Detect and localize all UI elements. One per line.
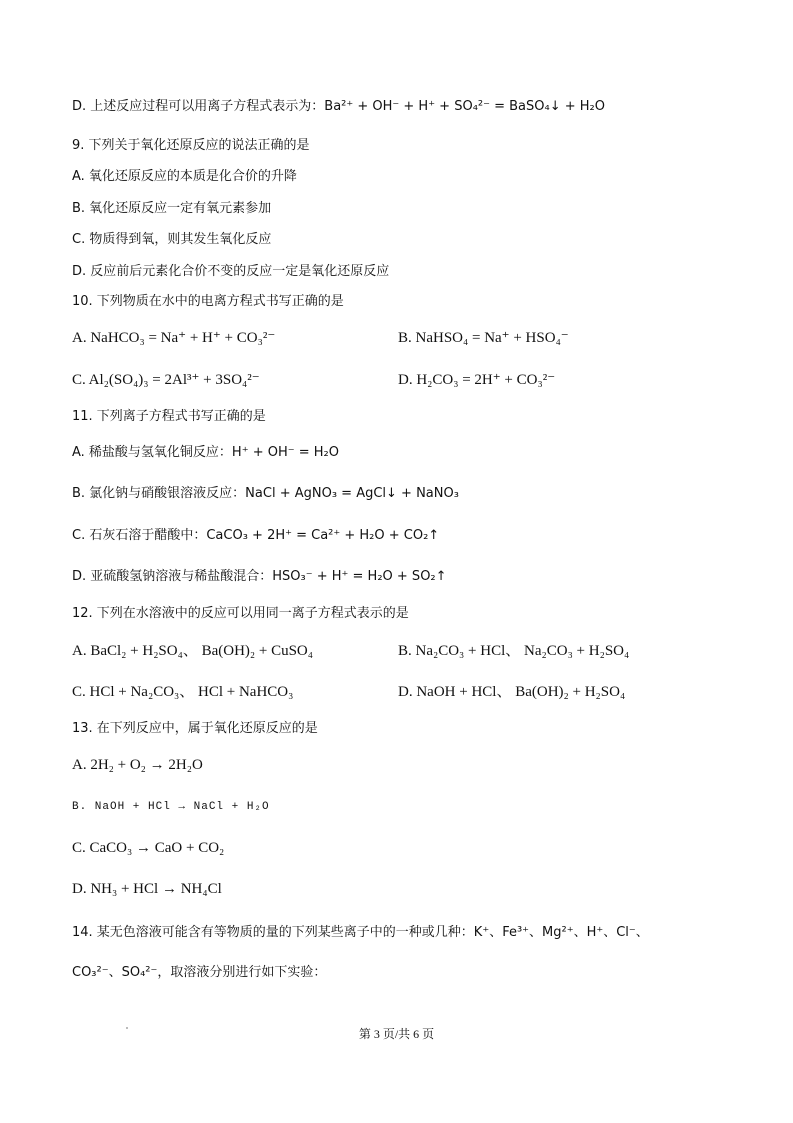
option-12c: C. HCl + Na₂CO₃、 HCl + NaHCO₃: [72, 684, 294, 700]
page-footer: 第 3 页/共 6 页: [358, 1027, 435, 1041]
option-9c: C. 物质得到氧，则其发生氧化反应: [72, 232, 272, 247]
option-10c: C. Al₂(SO₄)₃ = 2Al³⁺ + 3SO₄²⁻: [72, 372, 260, 388]
option-13c: C. CaCO₃ → CaO + CO₂: [72, 840, 225, 856]
option-11d: D. 亚硫酸氢钠溶液与稀盐酸混合：HSO₃⁻ + H⁺ = H₂O + SO₂↑: [72, 569, 447, 584]
option-11b: B. 氯化钠与硝酸银溶液反应：NaCl + AgNO₃ = AgCl↓ + NaNO₃: [72, 486, 459, 501]
question-13: 13. 在下列反应中，属于氧化还原反应的是: [72, 721, 318, 736]
option-8d: D. 上述反应过程可以用离子方程式表示为：Ba²⁺ + OH⁻ + H⁺ + SO₄²⁻ = BaSO₄↓ + H₂O: [72, 99, 605, 114]
option-9a: A. 氧化还原反应的本质是化合价的升降: [72, 169, 297, 184]
option-12d: D. NaOH + HCl、 Ba(OH)₂ + H₂SO₄: [398, 684, 626, 700]
option-13b: B. NaOH + HCl → NaCl + H₂O: [72, 801, 270, 813]
option-10d: D. H₂CO₃ = 2H⁺ + CO₃²⁻: [398, 372, 556, 388]
option-9d: D. 反应前后元素化合价不变的反应一定是氧化还原反应: [72, 264, 390, 279]
question-10: 10. 下列物质在水中的电离方程式书写正确的是: [72, 294, 344, 309]
question-9: 9. 下列关于氧化还原反应的说法正确的是: [72, 138, 310, 153]
question-11: 11. 下列离子方程式书写正确的是: [72, 409, 266, 424]
option-10a: A. NaHCO₃ = Na⁺ + H⁺ + CO₃²⁻: [72, 330, 276, 346]
option-13d: D. NH₃ + HCl → NH₄Cl: [72, 881, 222, 897]
option-13a: A. 2H₂ + O₂ → 2H₂O: [72, 757, 203, 773]
option-10b: B. NaHSO₄ = Na⁺ + HSO₄⁻: [398, 330, 569, 346]
option-11a: A. 稀盐酸与氢氧化铜反应：H⁺ + OH⁻ = H₂O: [72, 445, 339, 460]
option-11c: C. 石灰石溶于醋酸中：CaCO₃ + 2H⁺ = Ca²⁺ + H₂O + CO₂↑: [72, 528, 440, 543]
option-12a: A. BaCl₂ + H₂SO₄、 Ba(OH)₂ + CuSO₄: [72, 643, 313, 659]
option-12b: B. Na₂CO₃ + HCl、 Na₂CO₃ + H₂SO₄: [398, 643, 630, 659]
option-9b: B. 氧化还原反应一定有氧元素参加: [72, 201, 272, 216]
question-12: 12. 下列在水溶液中的反应可以用同一离子方程式表示的是: [72, 606, 409, 621]
question-14: 14. 某无色溶液可能含有等物质的量的下列某些离子中的一种或几种：K⁺、Fe³⁺、Mg²⁺、H⁺、Cl⁻、: [72, 925, 649, 940]
question-14-continued: CO₃²⁻、SO₄²⁻，取溶液分别进行如下实验：: [72, 965, 327, 980]
